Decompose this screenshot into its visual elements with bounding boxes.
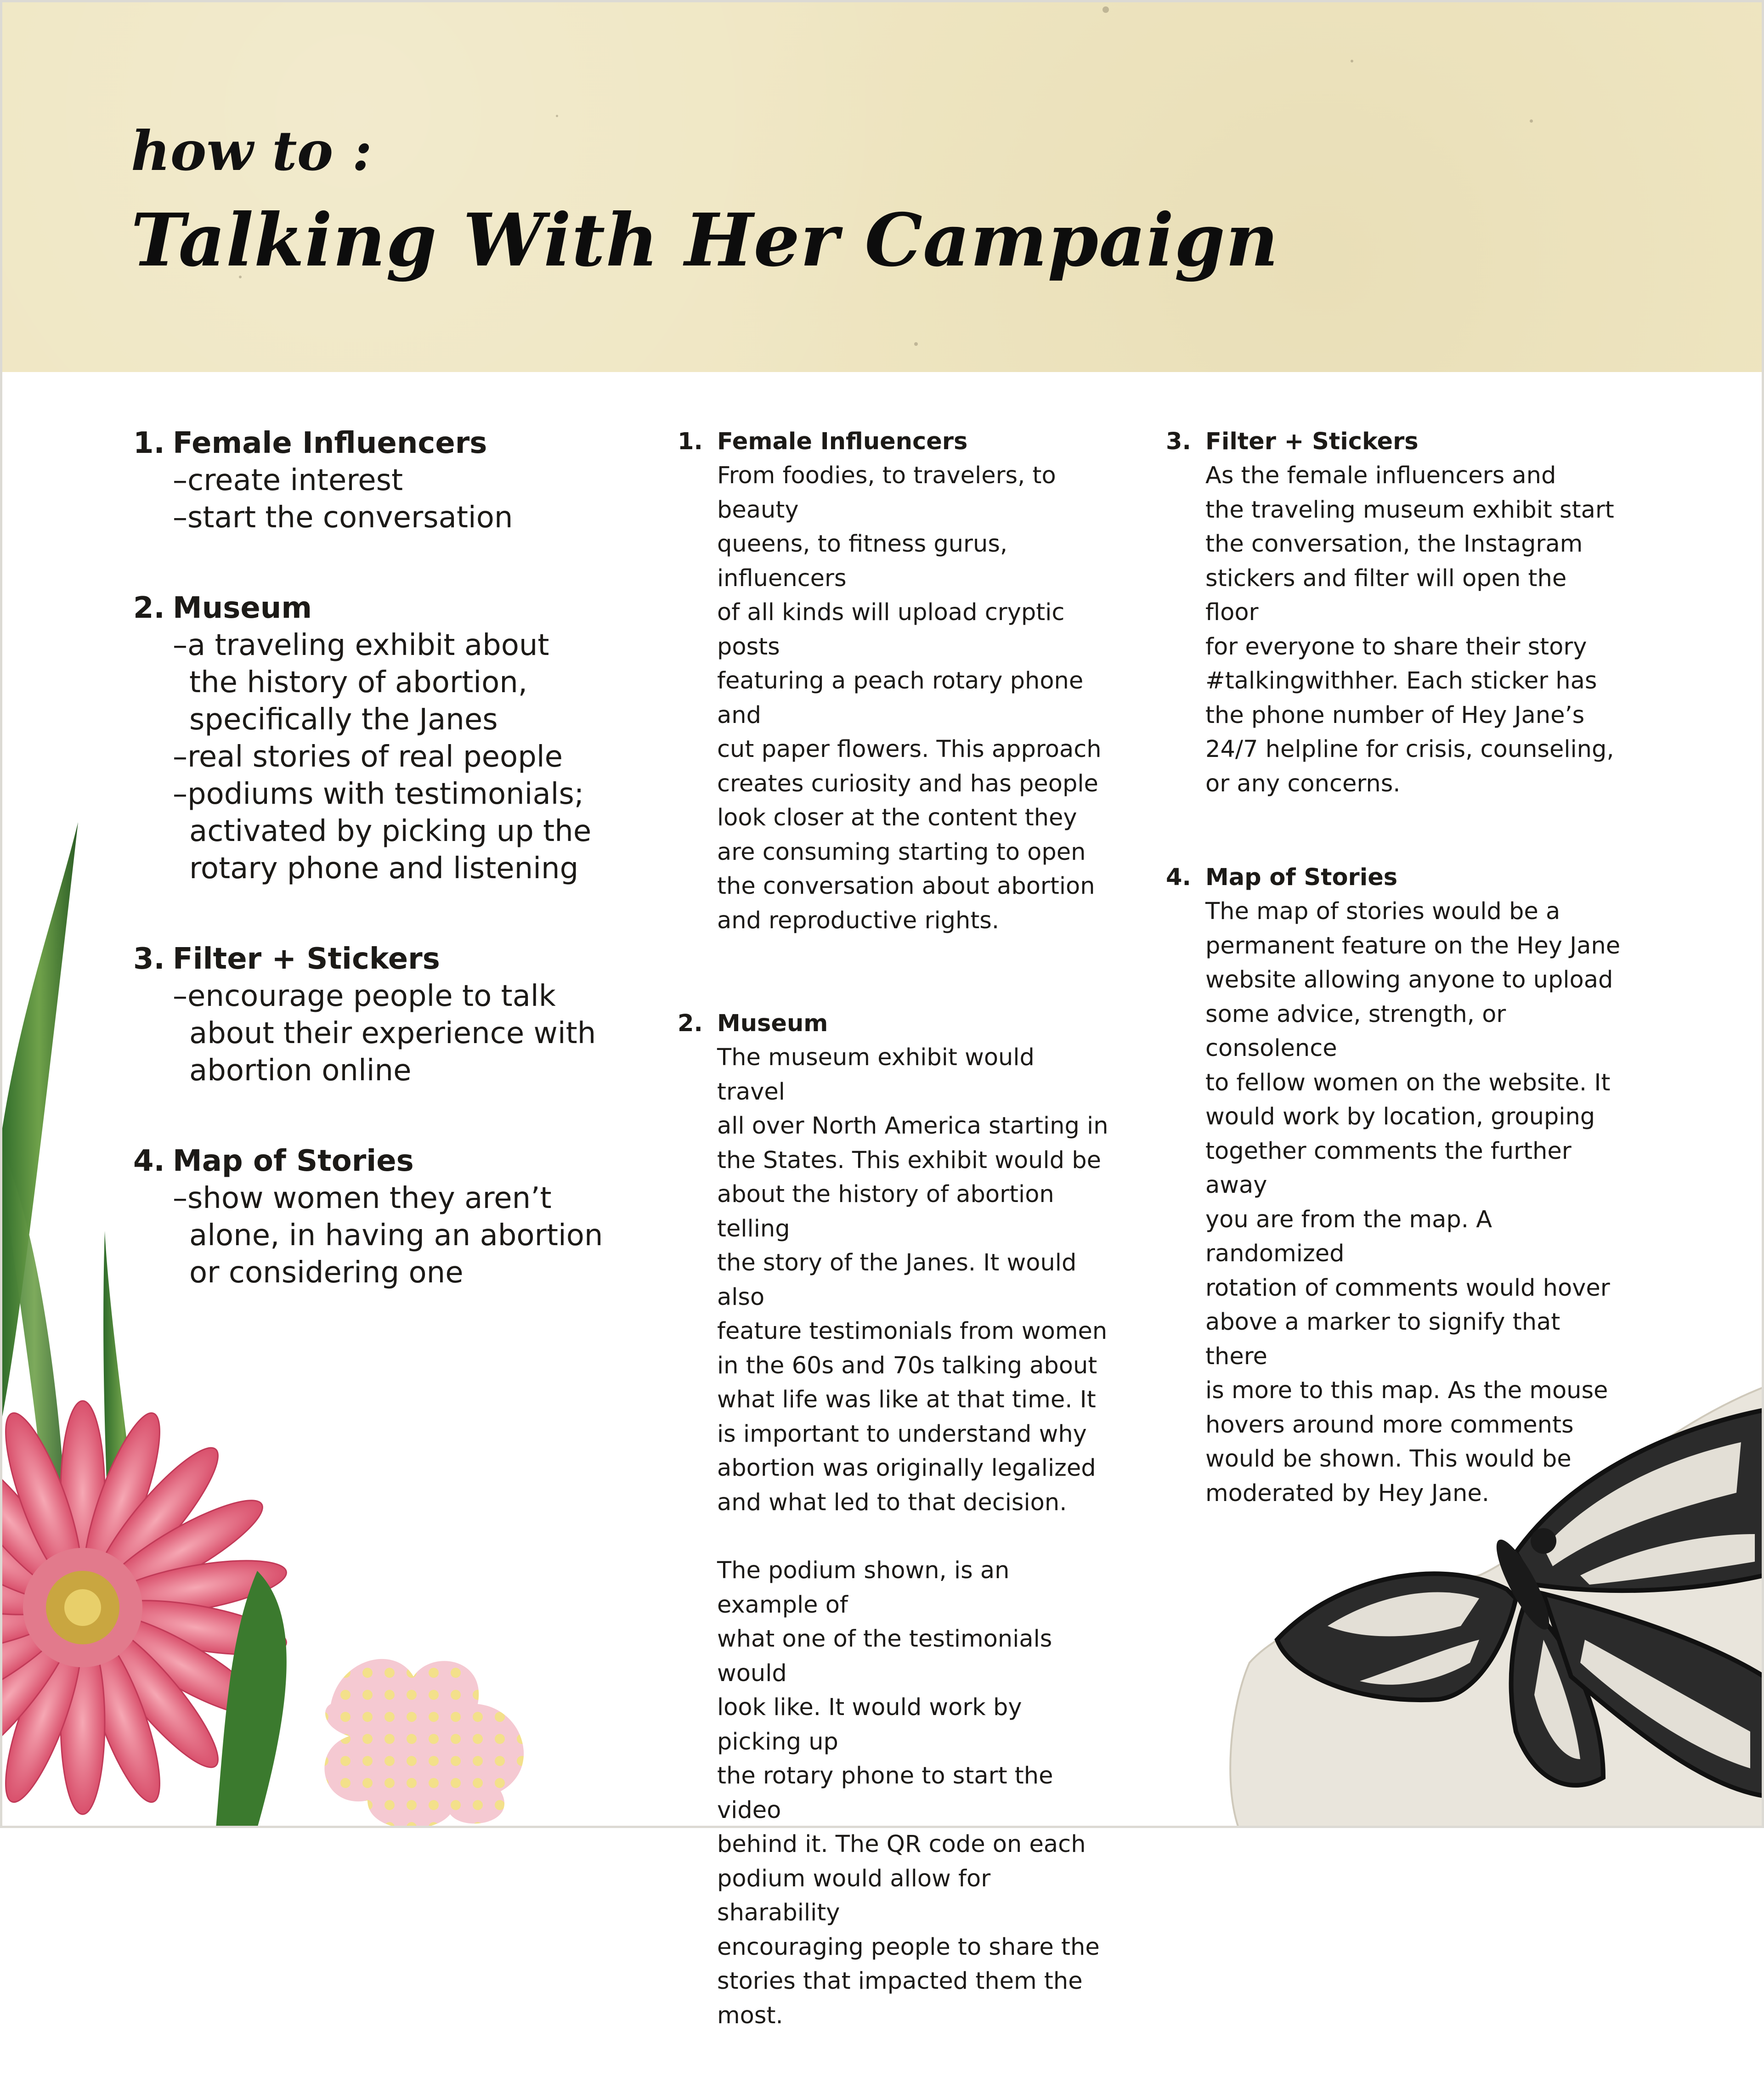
detail-title: Museum — [717, 1010, 828, 1037]
outline-point: –create interest — [173, 463, 403, 497]
outline-number: 2. — [133, 591, 165, 625]
detail-column-left — [678, 425, 1109, 2088]
outline-column — [133, 425, 639, 1345]
monarch-butterfly-icon — [1222, 1383, 1764, 1828]
outline-points — [133, 1180, 639, 1292]
detail-number: 4. — [1166, 864, 1191, 891]
outline-point: –start the conversation — [173, 501, 513, 535]
detail-section-museum — [678, 1007, 1109, 2033]
detail-paragraph: The podium shown, is an example of what one of the testimonials would look like. It would work by picking up the rotary phone to start the video behind it. The QR code on each podium would allow for sharability encouraging people to share the stories that impacted them the most. — [717, 1557, 1100, 2029]
outline-heading — [133, 590, 639, 627]
outline-title: Filter + Stickers — [173, 942, 440, 976]
outline-points — [133, 627, 639, 887]
detail-paragraph: The museum exhibit would travel all over North America starting in the States. This exhibit would be about the history of abortion telling the story of the Janes. It would also feature testimonials from women in the 60s and 70s talking about what life was like at that time. It is important to understand why abortion was originally legalized and what led to that decision. — [717, 1044, 1108, 1516]
paper-speck — [1351, 60, 1353, 62]
outline-number: 1. — [133, 426, 165, 460]
outline-section-filter-stickers — [133, 941, 639, 1089]
header-band — [0, 0, 1764, 372]
detail-title: Female Influencers — [717, 428, 968, 455]
detail-heading — [1166, 425, 1625, 459]
header-kicker: how to : — [131, 119, 373, 183]
paper-speck — [1530, 119, 1533, 123]
detail-number: 3. — [1166, 428, 1191, 455]
detail-heading — [1166, 861, 1625, 895]
outline-point: –real stories of real people — [173, 740, 563, 774]
detail-title: Map of Stories — [1205, 864, 1398, 891]
outline-section-map-of-stories — [133, 1143, 639, 1292]
outline-points — [133, 978, 639, 1089]
detail-paragraph: As the female influencers and the traveling museum exhibit start the conversation, the Instagram stickers and filter will open the floor for everyone to share their story #talkingwithher. Each sticker has the phone number of Hey Jane’s 24/7 helpline for crisis, counseling, or any concerns. — [1205, 462, 1614, 797]
outline-number: 3. — [133, 942, 165, 976]
outline-number: 4. — [133, 1144, 165, 1178]
paper-speck — [914, 342, 918, 346]
outline-heading — [133, 941, 639, 978]
detail-section-filter-stickers — [1166, 425, 1625, 801]
outline-point: –podiums with testimonials; activated by picking up the rotary phone and listening — [173, 777, 592, 886]
outline-section-female-influencers — [133, 425, 639, 536]
detail-paragraph: From foodies, to travelers, to beauty queens, to fitness gurus, influencers of all kinds will upload cryptic posts featuring a peach rotary phone and cut paper flowers. This approach creates curiosity and has people look closer at the content they are consuming starting to open the conversation about abortion and reproductive rights. — [717, 462, 1102, 934]
detail-heading — [678, 1007, 1109, 1041]
paper-flower-cutout-icon — [312, 1640, 551, 1828]
paper-speck — [1102, 6, 1109, 13]
outline-point: –encourage people to talk about their experience with abortion online — [173, 979, 596, 1088]
detail-section-female-influencers — [678, 425, 1109, 938]
detail-number: 1. — [678, 428, 703, 455]
detail-paragraph: The map of stories would be a permanent feature on the Hey Jane website allowing anyone to upload some advice, strength, or consolence to fellow women on the website. It would work by location, grouping together comments the further away you are from the map. A randomized rotation of comments would hover above a marker to signify that there is more to this map. As the mouse hovers around more comments would be shown. This would be moderated by Hey Jane. — [1205, 898, 1621, 1507]
outline-points — [133, 462, 639, 536]
paper-speck — [556, 115, 558, 117]
page-title: Talking With Her Campaign — [131, 198, 1279, 283]
detail-number: 2. — [678, 1010, 703, 1037]
outline-title: Female Influencers — [173, 426, 487, 460]
detail-heading — [678, 425, 1109, 459]
pink-gerbera-flower-icon — [0, 1396, 331, 1828]
outline-heading — [133, 425, 639, 462]
outline-section-museum — [133, 590, 639, 887]
outline-heading — [133, 1143, 639, 1180]
outline-title: Museum — [173, 591, 312, 625]
outline-point: –show women they aren’t alone, in having an abortion or considering one — [173, 1181, 603, 1290]
detail-title: Filter + Stickers — [1205, 428, 1419, 455]
outline-title: Map of Stories — [173, 1144, 414, 1178]
outline-point: –a traveling exhibit about the history of abortion, specifically the Janes — [173, 628, 549, 737]
